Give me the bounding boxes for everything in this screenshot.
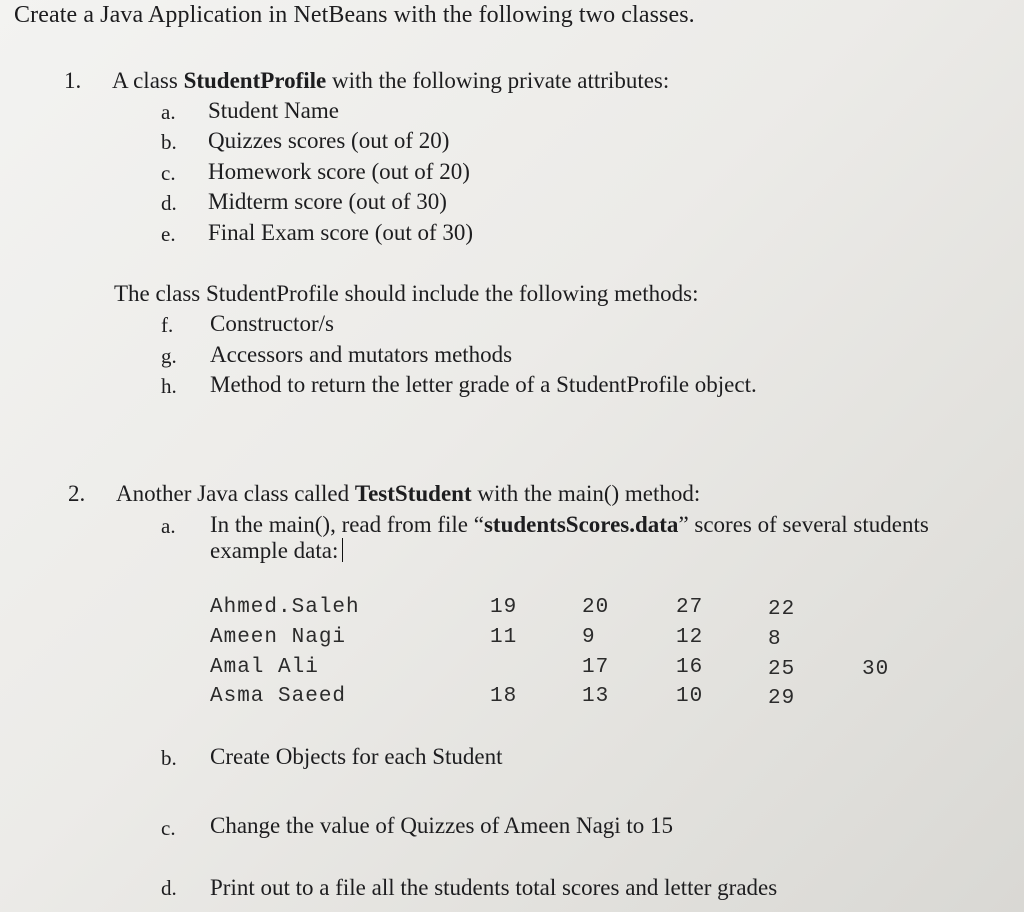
student-name: Ahmed.Saleh (210, 596, 360, 619)
attribute-letter: d. (161, 191, 177, 215)
item-d-letter: d. (161, 876, 177, 900)
method-item: Method to return the letter grade of a StudentProfile object. (210, 372, 757, 397)
score-cell: 8 (768, 628, 782, 651)
attribute-item: Student Name (208, 98, 339, 123)
score-cell: 18 (490, 685, 518, 708)
score-cell: 10 (676, 685, 704, 708)
score-cell: 20 (582, 596, 610, 619)
score-cell: 17 (582, 656, 610, 679)
section-1-heading-pre: A class (112, 68, 184, 93)
score-cell: 22 (768, 598, 796, 621)
item-a-post: ” scores of several students (678, 512, 929, 537)
section-2-heading-post: with the main() method: (471, 481, 701, 506)
section-1-heading-post: with the following private attributes: (326, 68, 670, 93)
section-1-heading-class-name: StudentProfile (183, 68, 327, 93)
item-a-letter: a. (161, 514, 176, 538)
item-b-text: Create Objects for each Student (210, 744, 503, 769)
section-1-heading (112, 68, 669, 94)
attribute-item: Final Exam score (out of 30) (208, 220, 474, 245)
score-cell: 30 (862, 658, 890, 681)
score-cell: 16 (676, 656, 704, 679)
attribute-letter: c. (161, 161, 176, 185)
attribute-item: Midterm score (out of 30) (208, 189, 447, 214)
section-2-heading-pre: Another Java class called (116, 481, 355, 506)
score-cell: 12 (676, 626, 704, 649)
student-name: Ameen Nagi (210, 626, 347, 649)
method-item: Constructor/s (210, 311, 334, 336)
score-cell: 29 (768, 687, 796, 710)
method-letter: f. (161, 313, 174, 337)
item-a-pre: In the main(), read from file “ (210, 512, 484, 537)
student-name: Amal Ali (210, 656, 319, 679)
section-2-heading-class-name: TestStudent (354, 481, 472, 506)
score-cell: 25 (768, 658, 796, 681)
method-letter: g. (161, 344, 177, 368)
data-file-name: studentsScores.data (483, 512, 679, 537)
item-a-line2 (210, 538, 343, 564)
score-cell: 9 (582, 626, 596, 649)
score-cell: 11 (490, 626, 518, 649)
attribute-letter: e. (161, 222, 176, 246)
page-title: Create a Java Application in NetBeans with the following two classes. (14, 2, 695, 28)
text-cursor (342, 538, 343, 562)
section-1-number: 1. (64, 68, 82, 93)
attribute-item: Homework score (out of 20) (208, 159, 470, 184)
item-c-letter: c. (161, 816, 176, 840)
method-item: Accessors and mutators methods (210, 342, 513, 367)
attribute-item: Quizzes scores (out of 20) (208, 128, 450, 153)
section-2-number: 2. (68, 481, 86, 506)
score-cell: 19 (490, 596, 518, 619)
item-a-text (210, 512, 929, 538)
score-cell: 27 (676, 596, 704, 619)
item-c-text: Change the value of Quizzes of Ameen Nagi to 15 (210, 813, 674, 838)
method-letter: h. (161, 374, 177, 398)
attribute-letter: a. (161, 100, 176, 124)
example-data-label: example data: (210, 538, 339, 563)
score-cell: 13 (582, 685, 610, 708)
item-d-text: Print out to a file all the students total scores and letter grades (210, 875, 778, 900)
attribute-letter: b. (161, 130, 177, 154)
section-2-heading (116, 481, 700, 507)
item-b-letter: b. (161, 746, 177, 770)
student-name: Asma Saeed (210, 685, 347, 708)
methods-intro: The class StudentProfile should include the following methods: (114, 281, 699, 306)
